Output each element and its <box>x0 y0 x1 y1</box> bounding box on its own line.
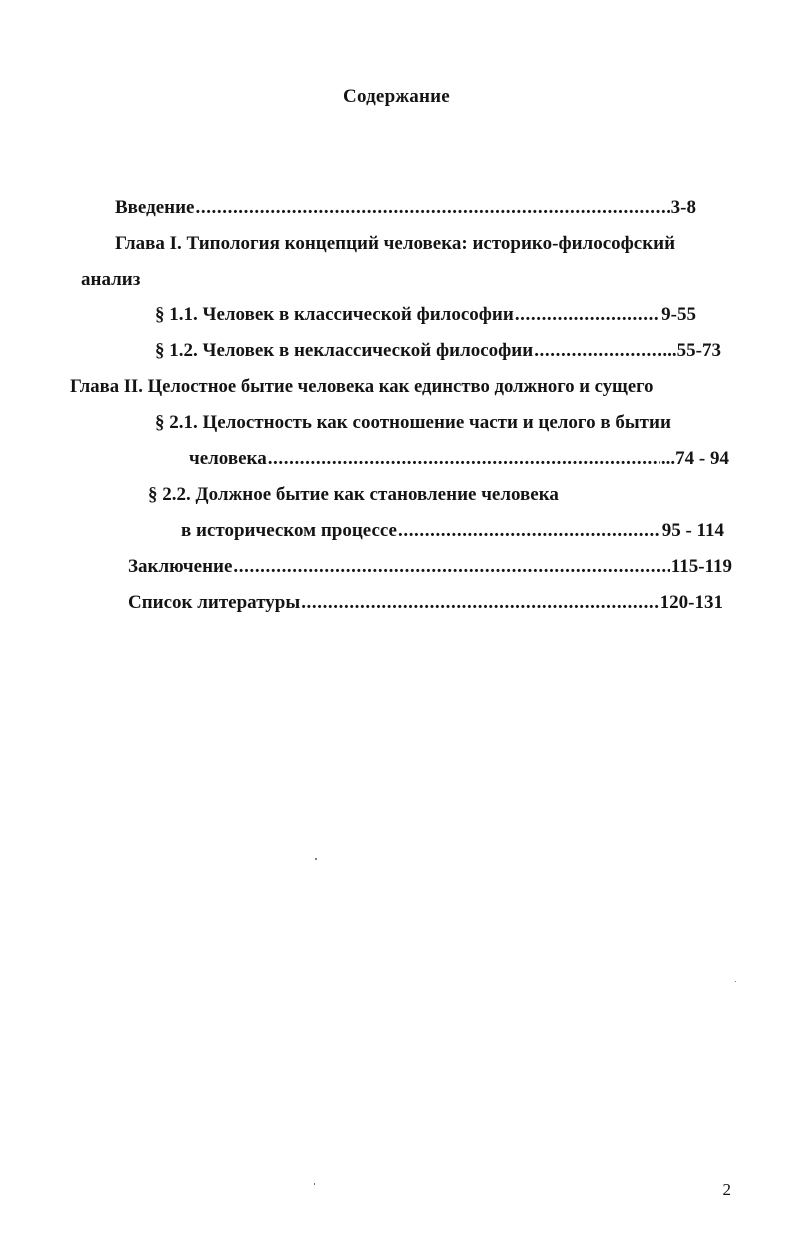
toc-entry-label: § 1.2. Человек в неклассической философии <box>155 340 534 361</box>
dot-leader <box>398 519 661 543</box>
toc-entry-label: Введение <box>115 197 195 218</box>
toc-entry-pages: ...74 - 94 <box>660 448 729 469</box>
toc-entry-pages: 115-119 <box>670 556 732 577</box>
scan-speck <box>735 981 736 982</box>
toc-section-2-2-title[interactable]: § 2.2. Должное бытие как становление человека <box>148 484 559 505</box>
toc-chapter-1-title-cont[interactable]: анализ <box>81 269 141 290</box>
toc-entry-label: человека <box>189 448 267 469</box>
toc-entry-pages: 9-55 <box>661 304 696 325</box>
dot-leader <box>301 591 658 615</box>
toc-entry-pages: 120-131 <box>659 592 723 613</box>
toc-section-2-1-title[interactable]: § 2.1. Целостность как соотношение части и целого в бытии <box>155 412 671 433</box>
toc-entry-intro[interactable] <box>115 196 696 220</box>
scan-speck <box>314 1183 315 1185</box>
toc-entry-section-2-1[interactable] <box>189 447 729 471</box>
page-number: 2 <box>722 1180 731 1199</box>
toc-entry-label: в историческом процессе <box>181 520 397 541</box>
toc-entry-conclusion[interactable] <box>128 555 732 579</box>
toc-entry-pages: 95 - 114 <box>661 520 724 541</box>
toc-entry-section-1-2[interactable] <box>155 339 721 363</box>
toc-entry-label: § 1.1. Человек в классической философии <box>155 304 514 325</box>
dot-leader <box>268 447 660 471</box>
toc-chapter-2-title[interactable]: Глава II. Целостное бытие человека как единство должного и сущего <box>70 376 654 397</box>
dot-leader <box>534 339 661 363</box>
page-title: Содержание <box>343 86 450 107</box>
toc-chapter-1-title[interactable]: Глава I. Типология концепций человека: историко-философский <box>115 233 676 254</box>
toc-entry-bibliography[interactable] <box>128 591 723 615</box>
dot-leader <box>515 303 660 327</box>
toc-entry-section-2-2[interactable] <box>181 519 724 543</box>
dot-leader <box>196 196 670 220</box>
toc-entry-label: Список литературы <box>128 592 301 613</box>
scan-speck <box>315 858 317 860</box>
toc-entry-label: Заключение <box>128 556 233 577</box>
dot-leader <box>233 555 669 579</box>
toc-entry-pages: 3-8 <box>670 197 696 218</box>
toc-entry-pages: ...55-73 <box>662 340 721 361</box>
toc-entry-section-1-1[interactable] <box>155 303 696 327</box>
